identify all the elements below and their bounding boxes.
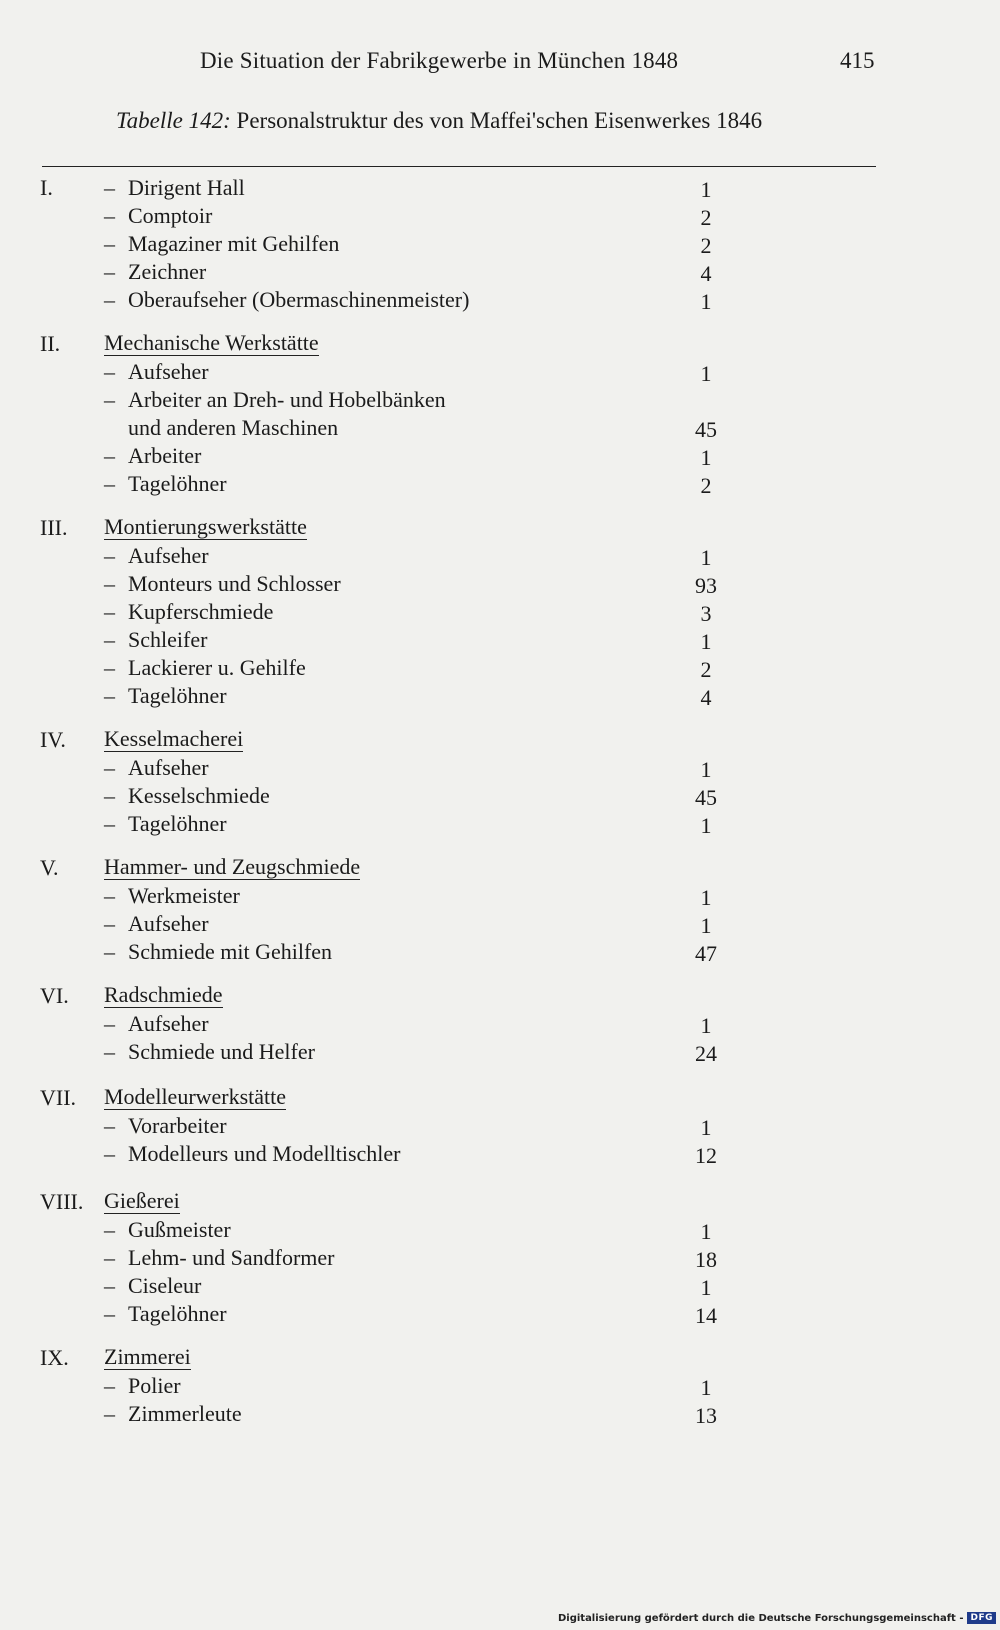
table-section: [0, 726, 1000, 838]
table-row: [0, 598, 1000, 626]
table-section: [0, 982, 1000, 1066]
table-caption: [116, 108, 876, 134]
table-row: [0, 1038, 1000, 1066]
dash-marker: –: [104, 1245, 115, 1270]
section-title: Hammer- und Zeugschmiede: [104, 854, 361, 879]
table-section: [0, 1344, 1000, 1428]
section-numeral: VI.: [40, 983, 69, 1008]
dash-marker: –: [104, 203, 115, 228]
dash-marker: –: [104, 783, 115, 808]
item-count: 1: [700, 629, 712, 654]
section-title: Modelleurwerkstätte: [104, 1084, 287, 1109]
table-row: [0, 386, 1000, 442]
table-row: [0, 682, 1000, 710]
item-count: 24: [695, 1041, 717, 1066]
running-title: Die Situation der Fabrikgewerbe in München 1848: [200, 48, 679, 73]
item-label: Arbeiter: [128, 443, 202, 468]
item-count: 12: [695, 1143, 717, 1168]
dash-marker: –: [104, 599, 115, 624]
table-row: [0, 174, 1000, 202]
item-count: 14: [695, 1303, 717, 1328]
item-label: Aufseher: [128, 543, 209, 568]
table-section: [0, 1188, 1000, 1328]
item-label: Gußmeister: [128, 1217, 231, 1242]
item-count: 1: [700, 177, 712, 202]
table-row: [0, 1300, 1000, 1328]
dash-marker: –: [104, 811, 115, 836]
section-title: Radschmiede: [104, 982, 223, 1007]
item-count: 1: [700, 289, 712, 314]
dash-marker: –: [104, 627, 115, 652]
dash-marker: –: [104, 1217, 115, 1242]
item-count: 4: [700, 685, 712, 710]
dash-marker: –: [104, 1011, 115, 1036]
item-count: 1: [700, 1275, 712, 1300]
table-row: [0, 1010, 1000, 1038]
table-row: [0, 358, 1000, 386]
section-heading: [0, 1084, 1000, 1112]
dash-marker: –: [104, 543, 115, 568]
item-count: 1: [700, 1115, 712, 1140]
item-label: Lackierer u. Gehilfe: [128, 655, 306, 680]
item-count: 1: [700, 1219, 712, 1244]
item-count: 1: [700, 913, 712, 938]
table-row: [0, 910, 1000, 938]
item-count: 18: [695, 1247, 717, 1272]
item-label: Aufseher: [128, 1011, 209, 1036]
dash-marker: –: [104, 1401, 115, 1426]
item-count: 1: [700, 1375, 712, 1400]
dash-marker: –: [104, 1141, 115, 1166]
table-section: [0, 174, 1000, 314]
table-row: [0, 442, 1000, 470]
table-row: [0, 470, 1000, 498]
table-row: [0, 202, 1000, 230]
table-row: [0, 286, 1000, 314]
item-label: Schmiede und Helfer: [128, 1039, 315, 1064]
section-numeral: II.: [40, 331, 61, 356]
caption-title: Personalstruktur des von Maffei'schen Eisenwerkes 1846: [236, 108, 763, 133]
item-label: Werkmeister: [128, 883, 240, 908]
item-label: Schleifer: [128, 627, 208, 652]
item-count: 1: [700, 545, 712, 570]
item-label: Zimmerleute: [128, 1401, 242, 1426]
table-row: [0, 1112, 1000, 1140]
section-numeral: V.: [40, 855, 59, 880]
item-count: 3: [700, 601, 712, 626]
table-row: [0, 570, 1000, 598]
item-count: 1: [700, 885, 712, 910]
item-label: Magaziner mit Gehilfen: [128, 231, 340, 256]
page-number: 415: [840, 48, 875, 73]
dash-marker: –: [104, 443, 115, 468]
running-head: [200, 48, 880, 78]
item-count: 2: [700, 473, 712, 498]
section-numeral: VIII.: [40, 1189, 84, 1214]
section-heading: [0, 514, 1000, 542]
section-numeral: IX.: [40, 1345, 69, 1370]
table-section: [0, 854, 1000, 966]
item-count: 1: [700, 361, 712, 386]
item-label: Lehm- und Sandformer: [128, 1245, 335, 1270]
caption-label: Tabelle 142:: [116, 108, 231, 133]
table-section: [0, 514, 1000, 710]
table-row: [0, 1372, 1000, 1400]
section-title: Zimmerei: [104, 1344, 191, 1369]
table-row: [0, 258, 1000, 286]
table-row: [0, 542, 1000, 570]
table-row: [0, 754, 1000, 782]
section-numeral: VII.: [40, 1085, 77, 1110]
dash-marker: –: [104, 683, 115, 708]
item-label: Tagelöhner: [128, 471, 227, 496]
dash-marker: –: [104, 755, 115, 780]
item-label: Arbeiter an Dreh- und Hobelbänken und anderen Maschinen: [128, 387, 446, 440]
dash-marker: –: [104, 175, 115, 200]
footer-credit: [558, 1610, 996, 1626]
section-heading: [0, 854, 1000, 882]
table-row: [0, 654, 1000, 682]
table-row: [0, 1244, 1000, 1272]
item-count: 1: [700, 757, 712, 782]
item-label: Polier: [128, 1373, 181, 1398]
item-label: Tagelöhner: [128, 1301, 227, 1326]
dash-marker: –: [104, 1113, 115, 1138]
item-count: 1: [700, 813, 712, 838]
section-numeral: I.: [40, 175, 53, 200]
dash-marker: –: [104, 911, 115, 936]
dash-marker: –: [104, 387, 115, 412]
item-count: 93: [695, 573, 717, 598]
item-label: Tagelöhner: [128, 811, 227, 836]
item-count: 13: [695, 1403, 717, 1428]
item-label: Zeichner: [128, 259, 207, 284]
item-count: 45: [695, 417, 717, 442]
dash-marker: –: [104, 1301, 115, 1326]
footer-text: Digitalisierung gefördert durch die Deutsche Forschungsgemeinschaft -: [557, 1612, 964, 1624]
item-label: Dirigent Hall: [128, 175, 245, 200]
table-row: [0, 230, 1000, 258]
section-title: Kesselmacherei: [104, 726, 244, 751]
personnel-table: [0, 174, 1000, 1428]
dash-marker: –: [104, 287, 115, 312]
dash-marker: –: [104, 939, 115, 964]
section-numeral: III.: [40, 515, 68, 540]
table-row: [0, 1400, 1000, 1428]
dash-marker: –: [104, 1039, 115, 1064]
table-row: [0, 938, 1000, 966]
dash-marker: –: [104, 883, 115, 908]
item-count: 2: [700, 205, 712, 230]
table-row: [0, 810, 1000, 838]
item-count: 4: [700, 261, 712, 286]
section-title: Mechanische Werkstätte: [104, 330, 319, 355]
item-label: Oberaufseher (Obermaschinenmeister): [128, 287, 470, 312]
table-section: [0, 330, 1000, 498]
item-label: Aufseher: [128, 359, 209, 384]
section-heading: [0, 982, 1000, 1010]
item-count: 1: [700, 1013, 712, 1038]
dash-marker: –: [104, 571, 115, 596]
table-row: [0, 1140, 1000, 1168]
item-label: Aufseher: [128, 755, 209, 780]
item-label: Tagelöhner: [128, 683, 227, 708]
dash-marker: –: [104, 471, 115, 496]
table-row: [0, 1216, 1000, 1244]
item-count: 2: [700, 657, 712, 682]
item-count: 45: [695, 785, 717, 810]
item-count: 2: [700, 233, 712, 258]
table-section: [0, 1084, 1000, 1168]
table-row: [0, 782, 1000, 810]
top-rule: [42, 166, 876, 167]
item-label: Modelleurs und Modelltischler: [128, 1141, 401, 1166]
item-label: Aufseher: [128, 911, 209, 936]
section-numeral: IV.: [40, 727, 66, 752]
item-label: Vorarbeiter: [128, 1113, 227, 1138]
table-row: [0, 626, 1000, 654]
item-label: Comptoir: [128, 203, 213, 228]
dash-marker: –: [104, 1373, 115, 1398]
section-heading: [0, 1344, 1000, 1372]
dash-marker: –: [104, 259, 115, 284]
section-title: Montierungswerkstätte: [104, 514, 307, 539]
item-count: 1: [700, 445, 712, 470]
dash-marker: –: [104, 359, 115, 384]
table-row: [0, 1272, 1000, 1300]
section-heading: [0, 726, 1000, 754]
item-count: 47: [695, 941, 717, 966]
section-heading: [0, 1188, 1000, 1216]
section-heading: [0, 330, 1000, 358]
item-label: Ciseleur: [128, 1273, 202, 1298]
table-row: [0, 882, 1000, 910]
item-label: Monteurs und Schlosser: [128, 571, 341, 596]
item-label: Schmiede mit Gehilfen: [128, 939, 333, 964]
dash-marker: –: [104, 655, 115, 680]
dash-marker: –: [104, 231, 115, 256]
item-label: Kesselschmiede: [128, 783, 270, 808]
dash-marker: –: [104, 1273, 115, 1298]
dfg-logo: DFG: [967, 1612, 996, 1624]
item-label: Kupferschmiede: [128, 599, 274, 624]
section-title: Gießerei: [104, 1188, 180, 1213]
